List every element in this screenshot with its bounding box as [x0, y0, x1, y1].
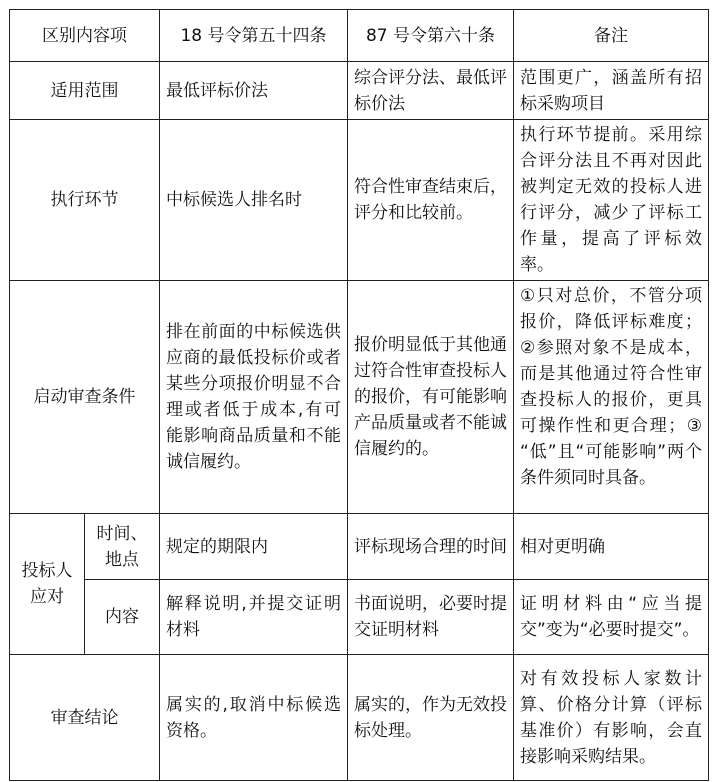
- order-87-cell: 综合评分法、最低评标价法: [348, 62, 514, 120]
- item-label: 投标人应对: [10, 514, 85, 655]
- note-cell: 执行环节提前。采用综合评分法且不再对因此被判定无效的投标人进行评分，减少了评标工作量，提高了评标效率。: [514, 120, 709, 281]
- item-label: 执行环节: [10, 120, 160, 281]
- note-cell: 证明材料由“应当提交”变为“必要时提交”。: [514, 580, 709, 655]
- row-scope: [10, 62, 709, 120]
- row-trigger: [10, 281, 709, 514]
- order-18-cell: 最低评标价法: [160, 62, 348, 120]
- header-item: 区别内容项: [10, 10, 160, 62]
- order-87-cell: 书面说明，必要时提交证明材料: [348, 580, 514, 655]
- order-87-cell: 符合性审查结束后，评分和比较前。: [348, 120, 514, 281]
- item-label: 启动审查条件: [10, 281, 160, 514]
- header-row: [10, 10, 709, 62]
- header-note: 备注: [514, 10, 709, 62]
- note-cell: ①只对总价，不管分项报价，降低评标难度；②参照对象不是成本，而是其他通过符合性审查投标人的报价，更具可操作性和更合理；③ “低”且“可能影响”两个条件须同时具备。: [514, 281, 709, 514]
- item-label: 适用范围: [10, 62, 160, 120]
- header-order-87: 87 号令第六十条: [348, 10, 514, 62]
- order-87-cell: 报价明显低于其他通过符合性审查投标人的报价，有可能影响产品质量或者不能诚信履约的。: [348, 281, 514, 514]
- order-87-cell: 评标现场合理的时间: [348, 514, 514, 580]
- comparison-table: [9, 9, 709, 781]
- order-18-cell: 解释说明,并提交证明材料: [160, 580, 348, 655]
- row-stage: [10, 120, 709, 281]
- note-cell: 范围更广，涵盖所有招标采购项目: [514, 62, 709, 120]
- header-order-18: 18 号令第五十四条: [160, 10, 348, 62]
- order-18-cell: 排在前面的中标候选供应商的最低投标价或者某些分项报价明显不合理或者低于成本,有可能影响商品质量和不能诚信履约。: [160, 281, 348, 514]
- row-response-content: [10, 580, 709, 655]
- item-label: 审查结论: [10, 655, 160, 781]
- order-18-cell: 中标候选人排名时: [160, 120, 348, 281]
- order-87-cell: 属实的，作为无效投标处理。: [348, 655, 514, 781]
- order-18-cell: 属实的,取消中标候选资格。: [160, 655, 348, 781]
- row-response-time: [10, 514, 709, 580]
- sub-item-label: 时间、地点: [85, 514, 160, 580]
- row-conclusion: [10, 655, 709, 781]
- order-18-cell: 规定的期限内: [160, 514, 348, 580]
- sub-item-label: 内容: [85, 580, 160, 655]
- note-cell: 相对更明确: [514, 514, 709, 580]
- note-cell: 对有效投标人家数计算、价格分计算（评标基准价）有影响，会直接影响采购结果。: [514, 655, 709, 781]
